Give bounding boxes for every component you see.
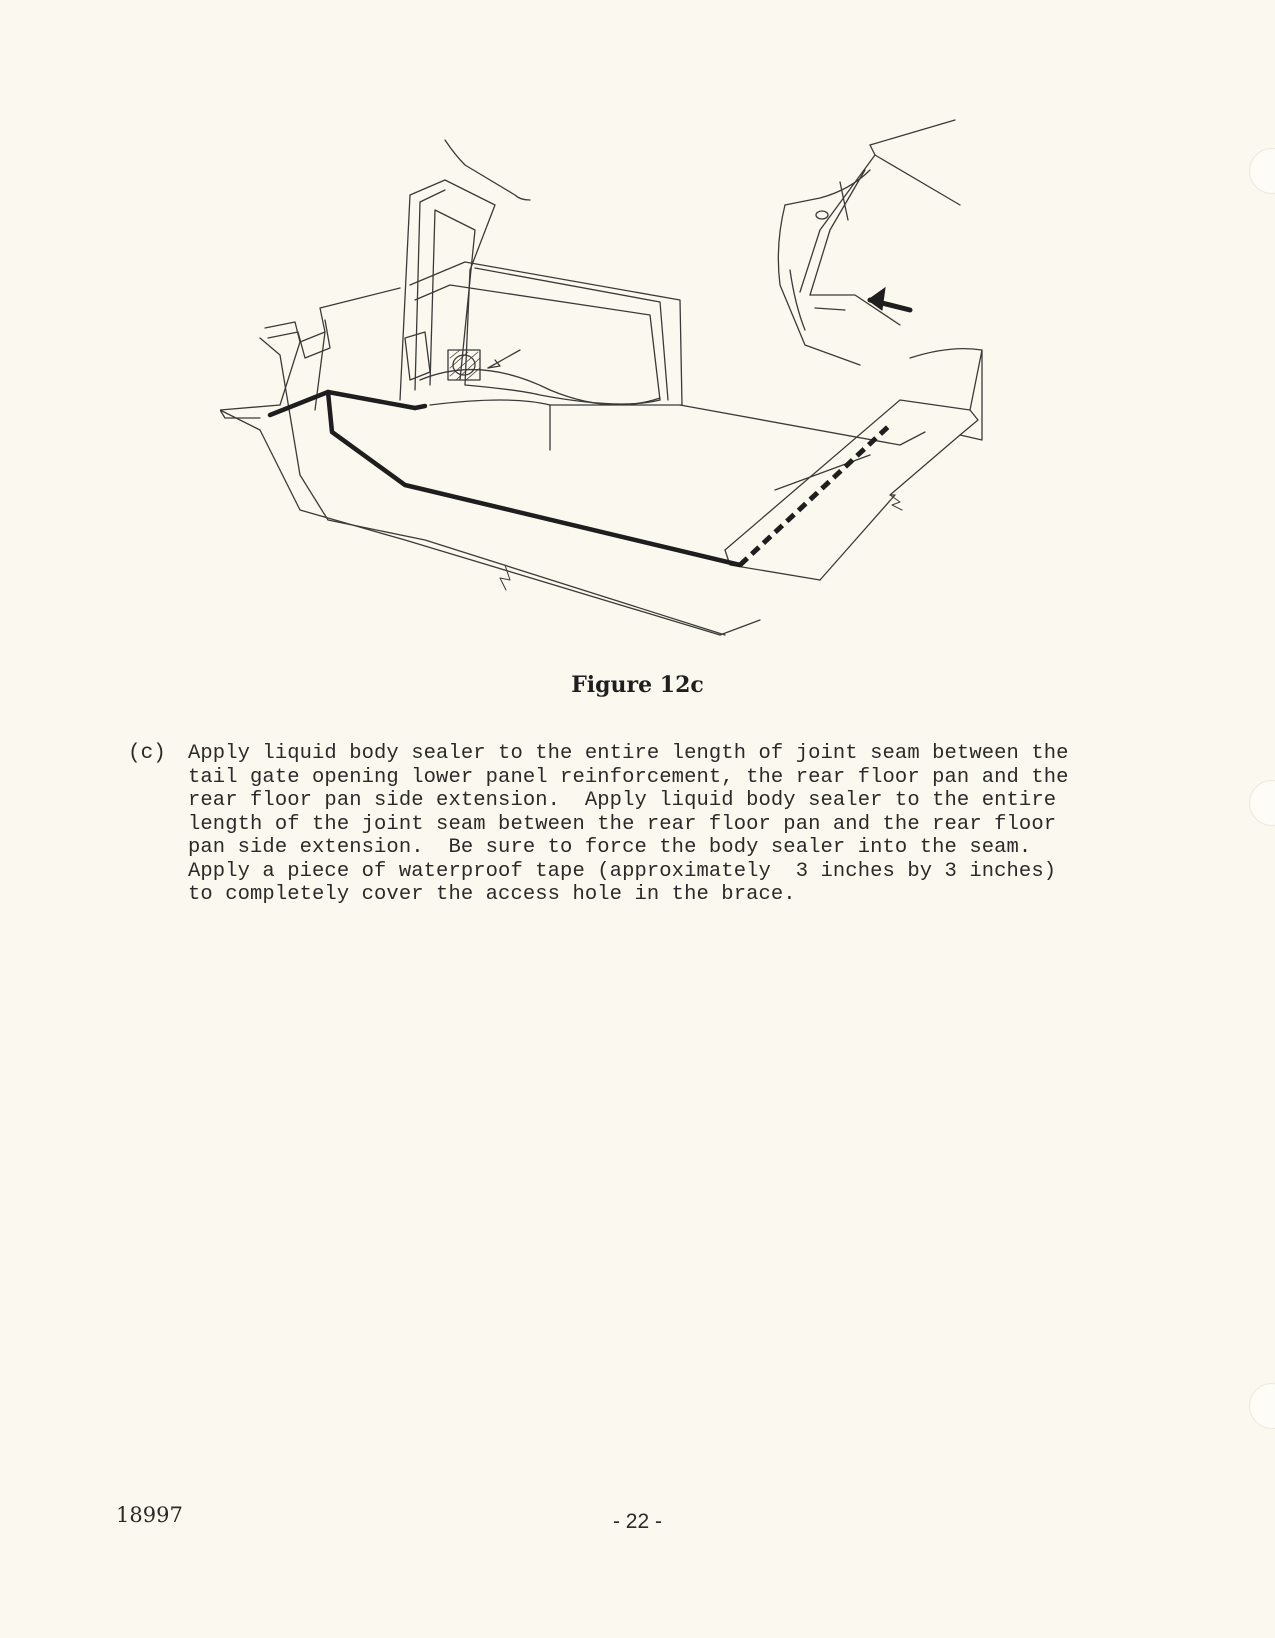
inset-edge-top (870, 120, 955, 145)
instruction-line: pan side extension. Be sure to force the body sealer into the seam. (188, 836, 1032, 859)
sealer-bead-dashed (740, 425, 890, 565)
floor-pan-front (260, 338, 725, 635)
page-number: - 22 - (612, 1510, 662, 1533)
instruction-text (188, 742, 1088, 907)
access-hole-arrow (488, 350, 520, 368)
torn-edge-top (445, 140, 530, 200)
floor-pan-illustration (220, 110, 1020, 650)
torn-edge-right (910, 349, 982, 358)
side-panel-outline (410, 262, 682, 405)
instruction-line: length of the joint seam between the rear floor pan and the rear floor (188, 812, 1057, 836)
instruction-line: tail gate opening lower panel reinforcement, the rear floor pan and the (188, 765, 1069, 789)
instruction-line: to completely cover the access hole in the brace. (188, 883, 796, 906)
brace-outline (405, 332, 430, 380)
instruction-line: Apply a piece of waterproof tape (approximately 3 inches by 3 inches) (188, 859, 1057, 883)
instruction-line: rear floor pan side extension. Apply liquid body sealer to the entire (188, 789, 1057, 812)
figure-caption: Figure 12c (571, 672, 704, 698)
instruction-line: Apply liquid body sealer to the entire length of joint seam between the (188, 742, 1069, 765)
binder-hole-bottom (1249, 1383, 1275, 1429)
document-number: 18997 (116, 1503, 183, 1527)
access-hole (453, 355, 475, 375)
binder-hole-middle (1249, 780, 1275, 826)
item-marker: (c) (128, 742, 166, 765)
binder-hole-top (1249, 148, 1275, 194)
sealer-bead-line (270, 392, 740, 565)
side-extension (725, 400, 978, 580)
